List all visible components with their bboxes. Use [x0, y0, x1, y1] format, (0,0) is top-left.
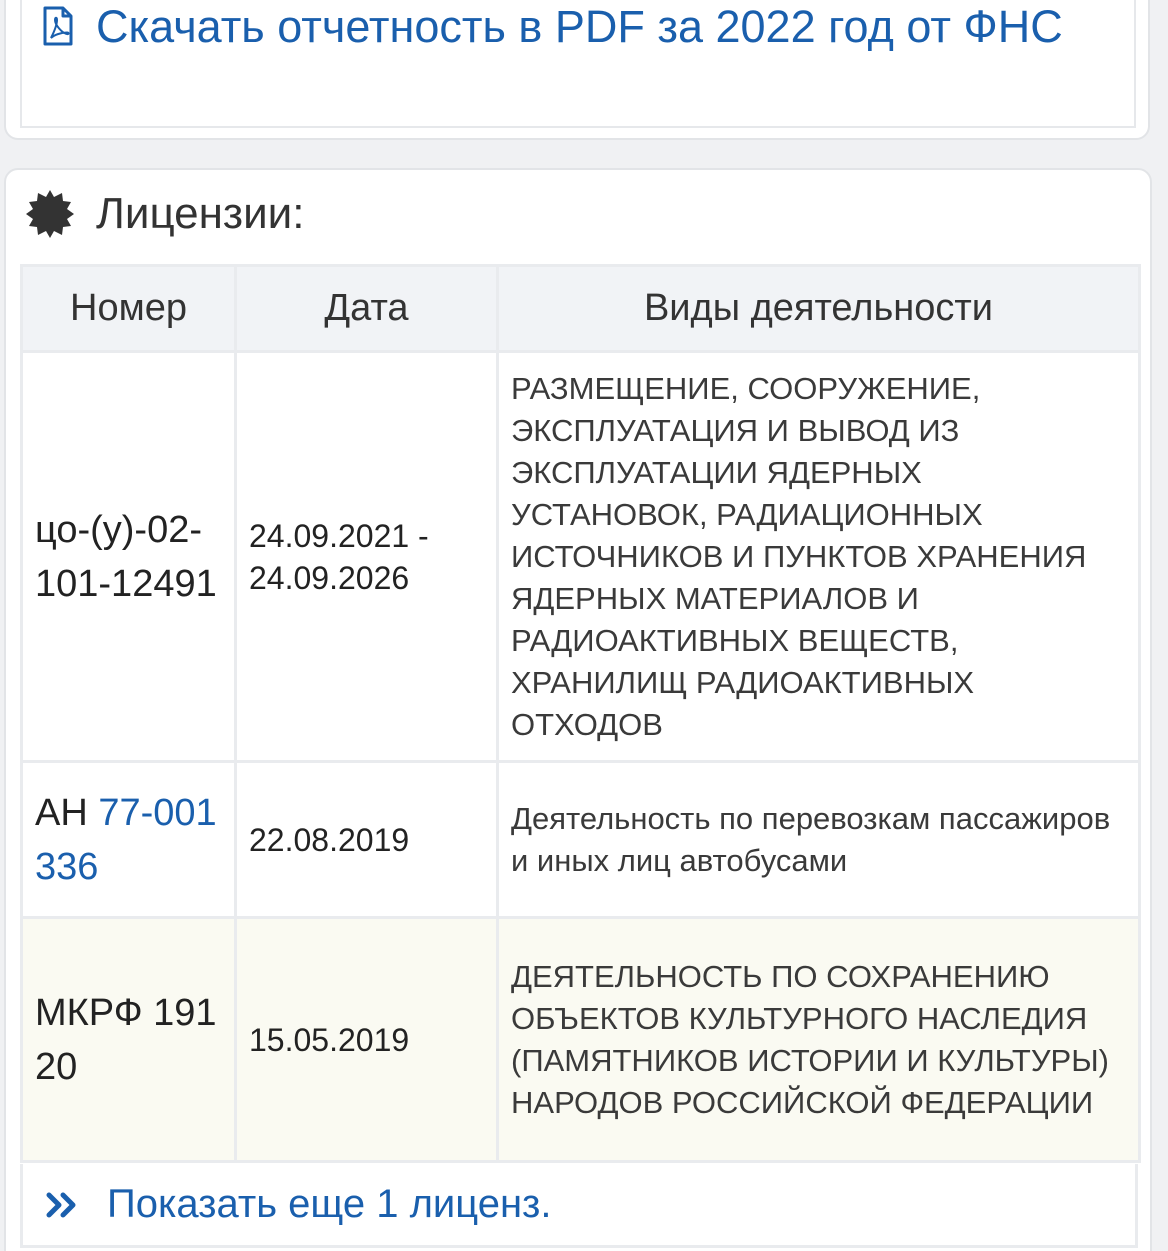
licenses-card	[4, 168, 1152, 1251]
table-header-row	[22, 266, 1140, 352]
download-card-inner	[20, 0, 1136, 128]
show-more-label: Показать еще 1 лиценз.	[107, 1182, 552, 1226]
license-date: 22.08.2019	[236, 762, 498, 918]
license-activity: ДЕЯТЕЛЬНОСТЬ ПО СОХРАНЕНИЮ ОБЪЕКТОВ КУЛЬТУРНОГО НАСЛЕДИЯ (ПАМЯТНИКОВ ИСТОРИИ И КУЛЬТУРЫ) НАРОДОВ РОССИЙСКОЙ ФЕДЕРАЦИИ	[498, 918, 1140, 1162]
license-number: МКРФ 19120	[22, 918, 236, 1162]
column-header-activity: Виды деятельности	[498, 266, 1140, 352]
license-number-link[interactable]: 77-001336	[35, 791, 217, 888]
column-header-number: Номер	[22, 266, 236, 352]
table-row	[22, 352, 1140, 762]
license-number-prefix: АН	[35, 791, 99, 834]
licenses-title	[24, 188, 304, 240]
show-more-licenses-link[interactable]	[45, 1182, 552, 1227]
licenses-title-text: Лицензии:	[96, 189, 305, 238]
download-pdf-link[interactable]	[34, 0, 1114, 56]
double-chevron-right-icon	[45, 1191, 81, 1219]
license-number	[22, 762, 236, 918]
column-header-date: Дата	[236, 266, 498, 352]
pdf-file-icon	[42, 6, 74, 46]
download-link-label: Скачать отчетность в PDF за 2022 год от ФНС	[96, 1, 1063, 52]
license-activity: РАЗМЕЩЕНИЕ, СООРУЖЕНИЕ, ЭКСПЛУАТАЦИЯ И ВЫВОД ИЗ ЭКСПЛУАТАЦИИ ЯДЕРНЫХ УСТАНОВОК, РАДИАЦИОННЫХ ИСТОЧНИКОВ И ПУНКТОВ ХРАНЕНИЯ ЯДЕРНЫХ МАТЕРИАЛОВ И РАДИОАКТИВНЫХ ВЕЩЕСТВ, ХРАНИЛИЩ РАДИОАКТИВНЫХ ОТХОДОВ	[498, 352, 1140, 762]
table-row	[22, 918, 1140, 1162]
download-card	[4, 0, 1150, 140]
table-row	[22, 762, 1140, 918]
licenses-table	[20, 264, 1141, 1163]
show-more-row	[20, 1164, 1138, 1248]
license-date: 24.09.2021 - 24.09.2026	[236, 352, 498, 762]
license-activity: Деятельность по перевозкам пассажиров и иных лиц автобусами	[498, 762, 1140, 918]
license-date: 15.05.2019	[236, 918, 498, 1162]
certificate-badge-icon	[24, 188, 76, 240]
license-number: цо-(у)-02-101-12491	[22, 352, 236, 762]
